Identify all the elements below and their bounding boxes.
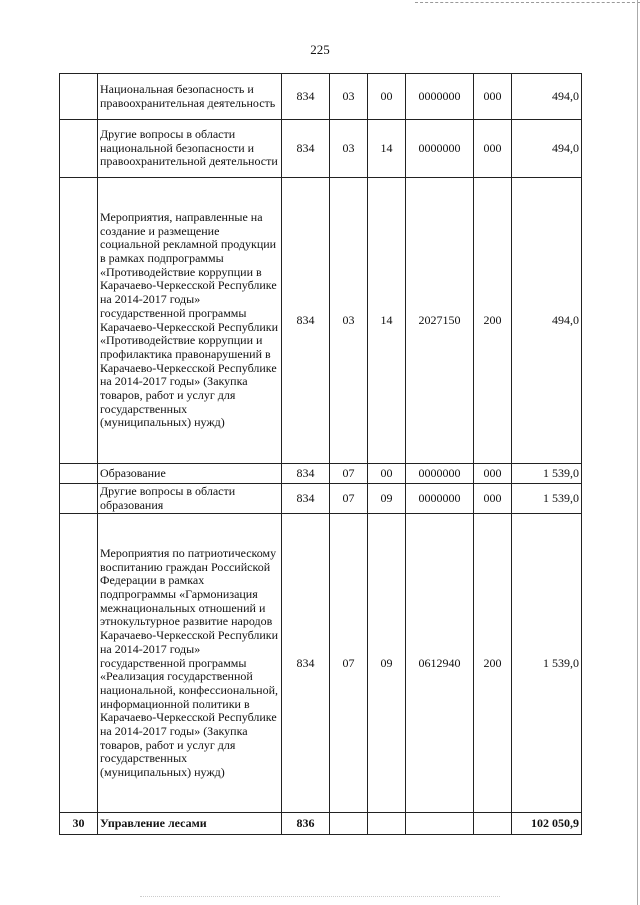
row-rz: 03 <box>330 120 368 178</box>
row-vr: 200 <box>474 514 512 813</box>
row-name: Управление лесами <box>98 813 282 835</box>
row-number <box>60 514 98 813</box>
row-ved: 834 <box>282 464 330 484</box>
row-ved: 834 <box>282 178 330 464</box>
table-row <box>60 464 582 484</box>
row-pr: 09 <box>368 484 406 514</box>
row-pr: 00 <box>368 74 406 120</box>
page-edge <box>637 0 638 905</box>
row-vr <box>474 813 512 835</box>
row-sum: 1 539,0 <box>512 514 582 813</box>
row-sum: 102 050,9 <box>512 813 582 835</box>
row-pr: 09 <box>368 514 406 813</box>
row-ved: 834 <box>282 120 330 178</box>
row-rz: 07 <box>330 484 368 514</box>
row-number <box>60 464 98 484</box>
row-name: Образование <box>98 464 282 484</box>
row-ved: 834 <box>282 484 330 514</box>
row-pr <box>368 813 406 835</box>
table-row <box>60 178 582 464</box>
table-row <box>60 514 582 813</box>
table-row <box>60 484 582 514</box>
row-vr: 000 <box>474 74 512 120</box>
row-vr: 200 <box>474 178 512 464</box>
row-csr <box>406 813 474 835</box>
row-name: Мероприятия по патриотическому воспитанию граждан Российской Федерации в рамках подпрограммы «Гармонизация межнациональных отношений и этнокультурное развитие народов Карачаево-Черкесской Республики на 2014-2017 годы» государственной программы «Реализация государственной национальной, конфессиональной, информационной политики в Карачаево-Черкесской Республике на 2014-2017 годы» (Закупка товаров, работ и услуг для государственных (муниципальных) нужд) <box>98 514 282 813</box>
row-name: Другие вопросы в области национальной безопасности и правоохранительной деятельности <box>98 120 282 178</box>
row-rz: 07 <box>330 514 368 813</box>
row-vr: 000 <box>474 120 512 178</box>
row-name: Мероприятия, направленные на создание и размещение социальной рекламной продукции в рамках подпрограммы «Противодействие коррупции в Карачаево-Черкесской Республике на 2014-2017 годы» государственной программы Карачаево-Черкесской Республики «Противодействие коррупции и профилактика правонарушений в Карачаево-Черкесской Республике на 2014-2017 годы» (Закупка товаров, работ и услуг для государственных (муниципальных) нужд) <box>98 178 282 464</box>
row-vr: 000 <box>474 484 512 514</box>
row-sum: 1 539,0 <box>512 464 582 484</box>
row-csr: 2027150 <box>406 178 474 464</box>
row-vr: 000 <box>474 464 512 484</box>
row-sum: 494,0 <box>512 120 582 178</box>
row-number <box>60 74 98 120</box>
row-name: Национальная безопасность и правоохранительная деятельность <box>98 74 282 120</box>
row-csr: 0000000 <box>406 484 474 514</box>
row-rz: 07 <box>330 464 368 484</box>
row-rz <box>330 813 368 835</box>
row-ved: 836 <box>282 813 330 835</box>
page-number: 225 <box>310 42 330 57</box>
row-csr: 0000000 <box>406 74 474 120</box>
budget-table <box>59 73 582 835</box>
row-sum: 1 539,0 <box>512 484 582 514</box>
table-row <box>60 120 582 178</box>
row-pr: 14 <box>368 178 406 464</box>
row-rz: 03 <box>330 74 368 120</box>
row-number <box>60 484 98 514</box>
row-sum: 494,0 <box>512 178 582 464</box>
bottom-scan-line <box>140 896 500 897</box>
row-csr: 0612940 <box>406 514 474 813</box>
row-ved: 834 <box>282 514 330 813</box>
row-pr: 14 <box>368 120 406 178</box>
row-sum: 494,0 <box>512 74 582 120</box>
row-csr: 0000000 <box>406 464 474 484</box>
row-csr: 0000000 <box>406 120 474 178</box>
row-number <box>60 120 98 178</box>
row-ved: 834 <box>282 74 330 120</box>
top-border-line <box>415 2 640 3</box>
row-pr: 00 <box>368 464 406 484</box>
row-number: 30 <box>60 813 98 835</box>
row-number <box>60 178 98 464</box>
table-row <box>60 813 582 835</box>
row-name: Другие вопросы в области образования <box>98 484 282 514</box>
row-rz: 03 <box>330 178 368 464</box>
table-row <box>60 74 582 120</box>
